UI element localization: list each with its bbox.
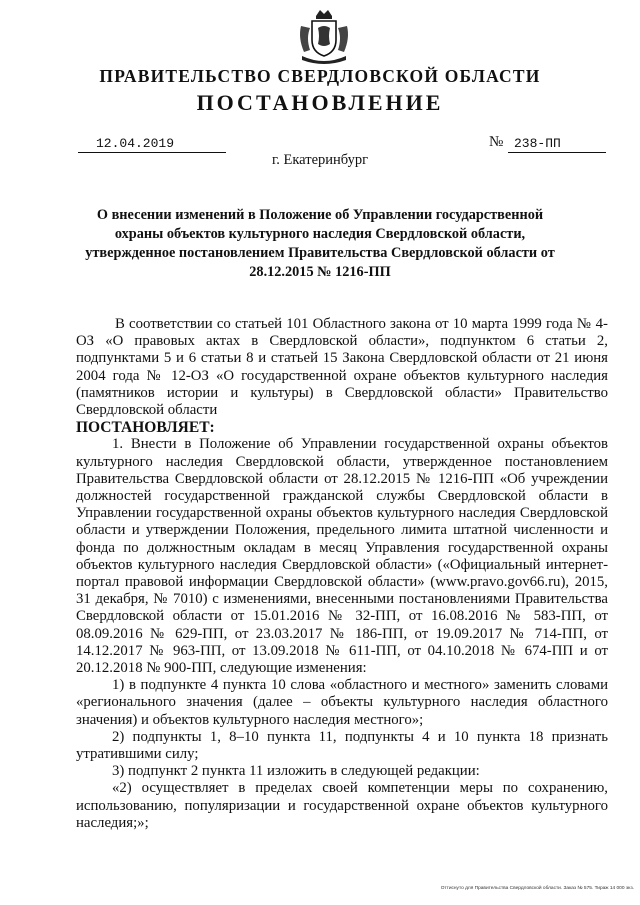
- coat-of-arms-emblem-icon: [296, 6, 352, 68]
- subitem-1-paragraph: 1) в подпункте 4 пункта 10 слова «областного и местного» заменить словами «регионального значения (далее – объекты культурного наследия областного значения) и объектов культурного наследия местного»;: [76, 677, 608, 728]
- subitem-3-paragraph: 3) подпункт 2 пункта 11 изложить в следующей редакции:: [112, 763, 480, 780]
- resolves-heading: ПОСТАНОВЛЯЕТ:: [76, 419, 215, 437]
- subitem-2-paragraph: 2) подпункты 1, 8–10 пункта 11, подпункты 4 и 10 пункта 18 признать утратившими силу;: [76, 728, 608, 763]
- document-type: ПОСТАНОВЛЕНИЕ: [196, 90, 444, 115]
- preamble-paragraph: В соответствии со статьей 101 Областного закона от 10 марта 1999 года № 4-ОЗ «О правовых актах в Свердловской области», подпунктом 6 статьи 2, подпунктами 5 и 6 статьи 8 и статьей 15 Закона Свердловской области от 21 июня 2004 года № 12-ОЗ «О государственной охране объектов культурного наследия (памятников истории и культуры) в Свердловской области» Правительство Свердловской области: [76, 316, 608, 419]
- print-footer: Оттиснуто для Правительства Свердловской области. Заказ № 575. Тираж 14 000 экз.: [440, 886, 634, 891]
- city: г. Екатеринбург: [271, 152, 369, 168]
- quoted-text-paragraph: «2) осуществляет в пределах своей компетенции меры по сохранению, использованию, популяризации и государственной охране объектов культурного наследия;»;: [76, 780, 608, 831]
- item-1-paragraph: 1. Внести в Положение об Управлении государственной охраны объектов культурного наследия Свердловской области, утвержденное постановлением Правительства Свердловской области от 28.12.2015 № 1216-ПП «Об учреждении должностей государственной гражданской службы Свердловской области в Управлении государственной охраны объектов культурного наследия Свердловской области и утверждении Положения, предельного лимита штатной численности и фонда по должностным окладам в месяц Управления государственной охраны объектов культурного наследия Свердловской области» («Официальный интернет-портал правовой информации Свердловской области» (www.pravo.gov66.ru), 2015, 31 декабря, № 7010) с изменениями, внесенными постановлениями Правительства Свердловской области от 15.01.2016 № 32-ПП, от 16.08.2016 № 583-ПП, от 08.09.2016 № 629-ПП, от 23.03.2017 № 186-ПП, от 19.09.2017 № 714-ПП, от 14.12.2017 № 963-ПП, от 13.09.2018 № 611-ПП, от 04.10.2018 № 674-ПП и от 20.12.2018 № 900-ПП, следующие изменения:: [76, 436, 608, 677]
- document-title: О внесении изменений в Положение об Управлении государственной охраны объектов культурного наследия Свердловской области, утвержденное постановлением Правительства Свердловской области от 28.12.2015 № 1216-ПП: [85, 207, 555, 280]
- document-body: [76, 316, 608, 832]
- number-label: №: [489, 134, 504, 150]
- government-name: ПРАВИТЕЛЬСТВО СВЕРДЛОВСКОЙ ОБЛАСТИ: [99, 66, 541, 86]
- document-number: 238-ПП: [508, 136, 606, 153]
- document-date: 12.04.2019: [78, 136, 226, 153]
